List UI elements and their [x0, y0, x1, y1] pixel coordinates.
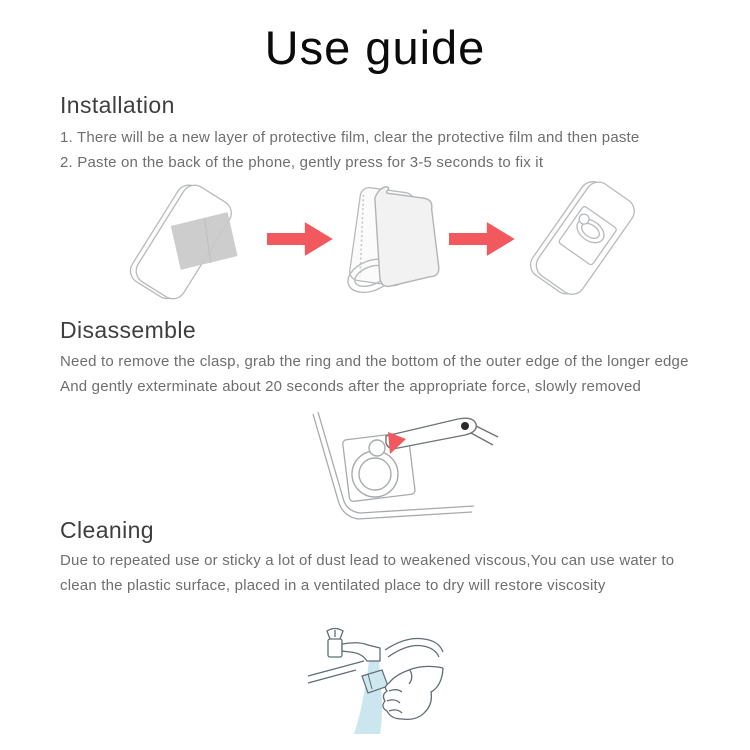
cleaning-line-1: Due to repeated use or sticky a lot of dust lead to weakened viscous,You can use water to: [60, 552, 675, 569]
disassemble-line-2: And gently exterminate about 20 seconds after the appropriate force, slowly removed: [60, 378, 642, 395]
cleaning-line-2: clean the plastic surface, placed in a ventilated place to dry will restore viscosity: [60, 577, 606, 594]
ring-holder-peeling-film-icon: [335, 176, 447, 302]
installation-figure-row: [116, 176, 656, 302]
pry-tool: [386, 418, 498, 448]
rinse-under-faucet-icon: [306, 626, 446, 738]
disassemble-figure: [300, 406, 510, 528]
hand: [383, 666, 443, 719]
disassemble-instructions: [60, 349, 730, 399]
arrow-right-icon: [447, 219, 517, 259]
installation-instructions: [60, 125, 730, 175]
phone-with-film-icon: [116, 178, 265, 300]
faucet: [327, 629, 380, 662]
pry-ring-holder-off-phone-icon: [300, 406, 510, 528]
peeling-film: [375, 187, 439, 287]
cleaning-instructions: [60, 548, 730, 598]
arrow-right-icon: [265, 219, 335, 259]
section-heading-installation: Installation: [60, 92, 175, 118]
installation-step-1: 1. There will be a new layer of protective film, clear the protective film and then paste: [60, 129, 640, 146]
phone-with-ring-attached-icon: [517, 176, 656, 302]
section-heading-disassemble: Disassemble: [60, 317, 197, 343]
section-heading-cleaning: Cleaning: [60, 517, 154, 543]
page-title: Use guide: [264, 21, 486, 74]
cleaning-figure: [306, 626, 446, 738]
disassemble-line-1: Need to remove the clasp, grab the ring and the bottom of the outer edge of the longer edge: [60, 353, 689, 370]
installation-step-2: 2. Paste on the back of the phone, gently press for 3-5 seconds to fix it: [60, 154, 544, 171]
